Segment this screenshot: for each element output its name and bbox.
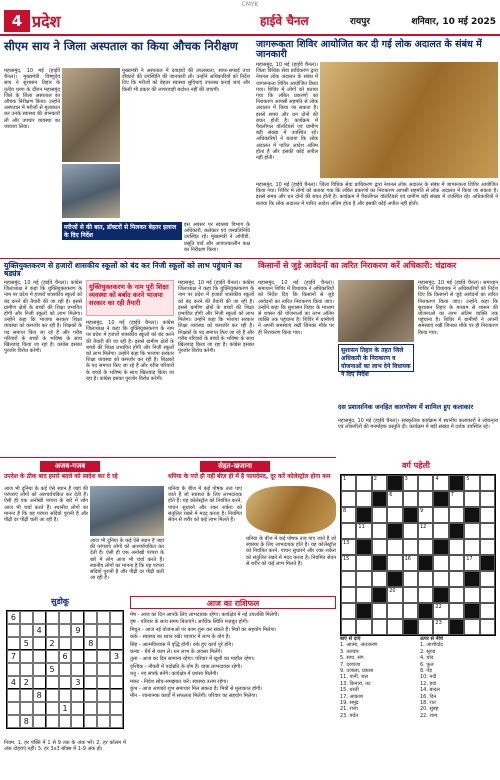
story6-body-2: आज भी दुनिया के कई ऐसे स्थान हैं जहां की परंपराएं लोगों को आश्चर्यचकित कर देती हैं। ऐसी ही एक अनोखी परंपरा के बारे में लोग आज भी चर्चा करते हैं। स्थानीय लोगों का मानना है कि यह परंपरा सदियों पुरानी है और पीढ़ी दर पीढ़ी चली आ रही है। xyxy=(90,538,164,582)
crossword-cell xyxy=(372,523,387,539)
rashifal-item: सिंह - आत्मविश्वास में वृद्धि होगी। रुके हुए कार्य पूरे होंगे। xyxy=(130,641,234,648)
sudoku-cell xyxy=(97,715,110,728)
sudoku-cell xyxy=(46,702,59,715)
sudoku-cell xyxy=(46,689,59,702)
crossword-clue: 12. हवा xyxy=(420,680,437,687)
crossword-cell xyxy=(449,539,464,555)
sudoku-cell: 1 xyxy=(59,702,72,715)
sudoku-cell xyxy=(59,676,72,689)
divider-2 xyxy=(0,457,336,458)
crossword-clue: 9. उजाला, प्रकाश xyxy=(340,668,374,675)
crossword-cell xyxy=(403,523,418,539)
crossword-clue: 13. किनारा, तट xyxy=(340,680,371,687)
sudoku-cell: 2 xyxy=(46,637,59,650)
sudoku-cell: 8 xyxy=(20,715,33,728)
rashifal-list xyxy=(130,612,336,778)
story4-photo xyxy=(338,280,414,342)
rashifal-item: वृष - परिवार के साथ समय बिताएंगे। आर्थिक स्थिति मजबूत होगी। xyxy=(130,619,249,626)
sudoku-cell: 7 xyxy=(7,650,20,663)
crossword-clue: 21. राजा xyxy=(340,706,358,713)
sudoku-cell xyxy=(97,702,110,715)
crossword-cell xyxy=(372,507,387,523)
sudoku-cell: 6 xyxy=(7,611,20,624)
crossword-cell xyxy=(449,475,464,491)
rashifal-item: कन्या - धैर्य से काम लें। धन लाभ के अवसर मिलेंगे। xyxy=(130,649,223,656)
sudoku-cell xyxy=(33,702,46,715)
story4-body: महासमुंद, 10 मई (हाईवे चैनल)। समाधान शिविर में विधायक ने अधिकारियों को निर्देश दिए कि किसानों से जुड़े आवेदनों का त्वरित निराकरण किया जाए। उन्होंने कहा कि सुशासन तिहार के माध्यम से शासन की योजनाओं का लाभ अंतिम व्यक्ति तक पहुंचाना है। शिविर में ग्रामीणों ने अपनी समस्याएं रखीं जिनका मौके पर ही निराकरण किया गया। xyxy=(258,280,334,336)
crossword-cell xyxy=(480,491,495,507)
crossword-clue: 8. पेड़ xyxy=(420,668,432,675)
sudoku-cell xyxy=(7,702,20,715)
crossword-cell xyxy=(464,619,479,635)
crossword-cell xyxy=(480,619,495,635)
story7-body-2: धनिया के बीज में कई पोषक तत्व पाए जाते हैं जो स्वास्थ्य के लिए लाभदायक होते हैं। यह कोलेस्ट्रॉल को नियंत्रित करने, पाचन सुधारने और रक्त शर्करा को संतुलित रखने में मदद करता है। नियमित सेवन से शरीर को कई लाभ मिलते हैं। xyxy=(246,536,336,567)
crossword-clues-right xyxy=(420,636,498,778)
crossword-cell: 6 xyxy=(387,491,402,507)
sudoku-cell: 8 xyxy=(33,689,46,702)
crossword-cell xyxy=(387,571,402,587)
clues-right-title: ऊपर से नीचे xyxy=(420,636,443,642)
crossword-cell: 11 xyxy=(356,523,371,539)
crossword-cell xyxy=(403,571,418,587)
crossword-clue: 14. बादल xyxy=(420,687,440,694)
sudoku-cell xyxy=(71,611,84,624)
sudoku-cell xyxy=(110,611,123,624)
rashifal-item: कुंभ - आज आपको शुभ समाचार मिल सकता है। मित्रों से मुलाकात होगी। xyxy=(130,686,263,693)
clues-left-list xyxy=(340,642,418,719)
crossword-cell xyxy=(418,491,433,507)
crossword-clue: 2. सूरज xyxy=(420,648,436,655)
crossword-cell: 8 xyxy=(341,507,356,523)
crossword-cell: 9 xyxy=(418,507,433,523)
sudoku-cell xyxy=(84,611,97,624)
sudoku-cell xyxy=(33,676,46,689)
page-number: 4 xyxy=(4,10,30,32)
crossword-clue: 16. दिन xyxy=(420,693,437,700)
story5-headline: दस प्रशासनिक जनहित कारणोश्‍य में शामिल हुए कलाकार xyxy=(338,403,474,411)
crossword-cell xyxy=(449,507,464,523)
sudoku-cell xyxy=(46,624,59,637)
sudoku-cell: 3 xyxy=(71,676,84,689)
crossword-cell xyxy=(372,603,387,619)
crossword-cell xyxy=(449,571,464,587)
sudoku-cell xyxy=(71,663,84,676)
crossword-cell xyxy=(480,539,495,555)
sudoku-board xyxy=(6,610,124,730)
crossword-cell xyxy=(449,619,464,635)
story5-body: महासमुंद, 10 मई (हाईवे चैनल)। सांस्कृतिक कार्यक्रम में स्थानीय कलाकारों ने लोकनृत्य एवं लोकगीतों की मनमोहक प्रस्तुति दी। कार्यक्रम में बड़ी संख्या में दर्शक उपस्थित रहे। xyxy=(338,418,498,431)
story1-caption: मरीजों से की बात, डॉक्टरों से मिलकर बेहतर इलाज के दिए निर्देश xyxy=(62,222,182,240)
sudoku-cell xyxy=(7,624,20,637)
crossword-cell: 3 xyxy=(403,475,418,491)
crossword-clue: 10. नदी xyxy=(420,674,437,681)
crossword-cell: 17 xyxy=(464,555,479,571)
story3-body-3: महासमुंद, 10 मई (हाईवे चैनल)। कांग्रेस जिलाध्यक्ष ने कहा कि युक्तियुक्तकरण के नाम पर प्रदेश में हजारों शासकीय स्कूलों को बंद करने की तैयारी की जा रही है। इससे ग्रामीण क्षेत्रों के बच्चों की शिक्षा प्रभावित होगी और निजी स्कूलों को लाभ मिलेगा। उन्होंने कहा कि भाजपा सरकार शिक्षा व्यवस्था को कमजोर कर रही है। शिक्षकों के पद समाप्त किए जा रहे हैं और गरीब परिवारों के बच्चों के भविष्य के साथ खिलवाड़ किया जा रहा है। कांग्रेस इसका पुरजोर विरोध करेगी। xyxy=(178,280,254,355)
crossword-cell xyxy=(387,539,402,555)
crossword-cell xyxy=(418,555,433,571)
crossword-cell xyxy=(418,587,433,603)
story2-headline: जागरूकता शिविर आयोजित कर दी गई लोक अदालत के संबंध में जानकारी xyxy=(256,39,482,61)
sudoku-cell xyxy=(59,624,72,637)
crossword-cell: 5 xyxy=(464,475,479,491)
crossword-cell xyxy=(433,555,448,571)
sudoku-grid xyxy=(6,610,124,729)
crossword-cell xyxy=(480,603,495,619)
sudoku-cell: 9 xyxy=(71,624,84,637)
crossword-cell xyxy=(341,619,356,635)
crossword-clue: 19. समुद्र xyxy=(340,700,359,707)
story6-label: अजब-गजब xyxy=(40,461,100,472)
crossword-clue: 15. धरती xyxy=(340,687,359,694)
crossword-clue: 5. साथ, संग xyxy=(340,655,364,662)
crossword-cell: 16 xyxy=(403,555,418,571)
crossword-cell xyxy=(449,555,464,571)
crossword-cell xyxy=(403,491,418,507)
crossword-clue: 3. तलवार xyxy=(340,648,359,655)
sudoku-cell xyxy=(46,611,59,624)
crossword-clue: 4. चांद xyxy=(420,655,434,662)
crossword-cell: 23 xyxy=(433,619,448,635)
story2-photo xyxy=(320,62,498,178)
sudoku-cell xyxy=(33,637,46,650)
crossword-clue: 1. आत्मा, अंतःकरण xyxy=(340,642,378,649)
story6-body: आज भी दुनिया के कई ऐसे स्थान हैं जहां की परंपराएं लोगों को आश्चर्यचकित कर देती हैं। ऐसी ही एक अनोखी परंपरा के बारे में लोग आज भी चर्चा करते हैं। स्थानीय लोगों का मानना है कि यह परंपरा सदियों पुरानी है और पीढ़ी दर पीढ़ी चली आ रही है। xyxy=(4,486,88,524)
story7-body: धनिया के बीज में कई पोषक तत्व पाए जाते हैं जो स्वास्थ्य के लिए लाभदायक होते हैं। यह कोलेस्ट्रॉल को नियंत्रित करने, पाचन सुधारने और रक्त शर्करा को संतुलित रखने में मदद करता है। नियमित सेवन से शरीर को कई लाभ मिलते हैं। xyxy=(168,486,242,524)
crossword-cell xyxy=(356,555,371,571)
issue-date: शनिवार, 10 मई 2025 xyxy=(411,17,496,27)
story1-body-b: मुख्यमंत्री ने अस्पताल में दवाइयों की उपलब्धता, साफ-सफाई तथा डॉक्टरों की उपस्थिति की जानकारी ली। उन्होंने अधिकारियों को निर्देश दिए कि मरीजों को बेहतर स्वास्थ्य सुविधाएं उपलब्ध कराई जाएं और किसी भी प्रकार की लापरवाही बर्दाश्त नहीं की जाएगी। xyxy=(122,68,250,93)
crossword-cell xyxy=(480,507,495,523)
sudoku-note: नियम: 1. हर पंक्ति में 1 से 9 तक के अंक भरें। 2. हर कॉलम में अंक दोहराएं नहीं। 3. हर 3x3 बॉक्स में 1-9 अंक हों। xyxy=(4,740,126,753)
sudoku-cell xyxy=(59,663,72,676)
sudoku-cell xyxy=(97,650,110,663)
crossword-cell xyxy=(341,603,356,619)
sudoku-cell xyxy=(110,715,123,728)
crossword-cell: 22 xyxy=(433,603,448,619)
sudoku-cell: 4 xyxy=(7,676,20,689)
crossword-grid xyxy=(340,474,496,634)
story4-body-2: महासमुंद, 10 मई (हाईवे चैनल)। समाधान शिविर में विधायक ने अधिकारियों को निर्देश दिए कि किसानों से जुड़े आवेदनों का त्वरित निराकरण किया जाए। उन्होंने कहा कि सुशासन तिहार के माध्यम से शासन की योजनाओं का लाभ अंतिम व्यक्ति तक पहुंचाना है। शिविर में ग्रामीणों ने अपनी समस्याएं रखीं जिनका मौके पर ही निराकरण किया गया। xyxy=(418,280,498,336)
story2-body-cont: महासमुंद, 10 मई (हाईवे चैनल)। जिला विधिक सेवा प्राधिकरण द्वारा नेशनल लोक अदालत के संबंध में जागरूकता शिविर आयोजित किया गया। शिविर में लोगों को बताया गया कि लंबित प्रकरणों का निराकरण आपसी सहमति से लोक अदालत में किया जा सकता है। इससे समय और धन दोनों की बचत होती है। कार्यक्रम में पैरालीगल वॉलंटियर्स एवं ग्रामीण बड़ी संख्या में उपस्थित रहे। अधिकारियों ने बताया कि लोक अदालत में पारित आदेश अंतिम होता है और इसकी कोई अपील नहीं होती। xyxy=(256,182,498,207)
crossword-cell xyxy=(387,475,402,491)
crossword-cell xyxy=(449,523,464,539)
crossword-cell xyxy=(418,475,433,491)
sudoku-cell xyxy=(20,650,33,663)
crossword-cell xyxy=(449,587,464,603)
sudoku-cell xyxy=(7,689,20,702)
sudoku-cell xyxy=(33,650,46,663)
crossword-cell xyxy=(356,571,371,587)
crossword-cell xyxy=(372,587,387,603)
crossword-cell xyxy=(372,555,387,571)
crossword-cell: 15 xyxy=(341,555,356,571)
rashifal-item: कर्क - स्वास्थ्य का ध्यान रखें। व्यापार में लाभ के योग हैं। xyxy=(130,634,231,641)
sudoku-cell xyxy=(84,663,97,676)
sudoku-cell: 8 xyxy=(84,637,97,650)
crossword-cell xyxy=(464,587,479,603)
crossword-cell xyxy=(341,491,356,507)
crossword-title: वर्ग पहेली xyxy=(376,460,456,472)
crossword-cell xyxy=(356,619,371,635)
crossword-cell xyxy=(480,571,495,587)
crossword-cell: 20 xyxy=(387,587,402,603)
crossword-cell xyxy=(403,539,418,555)
crossword-cell xyxy=(372,619,387,635)
rashifal-item: धनु - नए संपर्क बनेंगे। कार्यक्षेत्र में प्रशंसा मिलेगी। xyxy=(130,671,219,678)
sudoku-cell xyxy=(71,637,84,650)
crossword-cell xyxy=(403,619,418,635)
sudoku-cell xyxy=(33,715,46,728)
story3-body-2: महासमुंद, 10 मई (हाईवे चैनल)। कांग्रेस जिलाध्यक्ष ने कहा कि युक्तियुक्तकरण के नाम पर प्रदेश में हजारों शासकीय स्कूलों को बंद करने की तैयारी की जा रही है। इससे ग्रामीण क्षेत्रों के बच्चों की शिक्षा प्रभावित होगी और निजी स्कूलों को लाभ मिलेगा। उन्होंने कहा कि भाजपा सरकार शिक्षा व्यवस्था को कमजोर कर रही है। शिक्षकों के पद समाप्त किए जा रहे हैं और गरीब परिवारों के बच्चों के भविष्य के साथ खिलवाड़ किया जा रहा है। कांग्रेस इसका पुरजोर विरोध करेगी। xyxy=(86,320,174,382)
sudoku-cell xyxy=(20,611,33,624)
crossword-cell xyxy=(433,523,448,539)
sudoku-cell xyxy=(84,650,97,663)
clues-left-title: बाएं से दाएं xyxy=(340,636,361,642)
story7-photo xyxy=(246,486,336,534)
section-title: प्रदेश xyxy=(32,12,61,31)
sudoku-cell xyxy=(59,715,72,728)
top-logo: CMYK xyxy=(241,1,259,8)
crossword-cell: 13 xyxy=(341,539,356,555)
story4-caption: सुशासन तिहार के तहत जिले अधिकारी के निराकरण व योजनाओं का लाभ देने विधायक ने दिए निर्देश xyxy=(338,344,414,372)
crossword-clue: 1. आशीर्वाद xyxy=(420,642,443,649)
crossword-cell xyxy=(387,603,402,619)
crossword-cell: 4 xyxy=(433,475,448,491)
sudoku-cell xyxy=(110,702,123,715)
crossword-cell: 12 xyxy=(418,523,433,539)
crossword-cell xyxy=(480,523,495,539)
crossword-cell xyxy=(418,539,433,555)
crossword-cells xyxy=(340,474,496,636)
crossword-cell xyxy=(356,491,371,507)
story3-headline: युक्तियुक्तकरण से हजारों शासकीय स्कूलों को बंद कर निजी स्कूलों को लाभ पहुंचाने का षड्यंत्र xyxy=(4,261,242,279)
crossword-cell xyxy=(403,603,418,619)
story1-photo-2 xyxy=(62,164,120,218)
crossword-clue: 17. आकाश xyxy=(340,693,364,700)
crossword-cell xyxy=(341,587,356,603)
sudoku-cell xyxy=(71,650,84,663)
crossword-cell xyxy=(341,523,356,539)
crossword-cell: 1 xyxy=(341,475,356,491)
sudoku-cell xyxy=(97,689,110,702)
sudoku-cell xyxy=(59,689,72,702)
sudoku-cell xyxy=(84,624,97,637)
crossword-cell xyxy=(372,571,387,587)
sudoku-cell xyxy=(97,663,110,676)
crossword-clue: 7. दरवाजा xyxy=(340,661,361,668)
crossword-clues-left xyxy=(340,636,418,778)
sudoku-cell xyxy=(110,637,123,650)
sudoku-cell xyxy=(46,676,59,689)
rashifal-item: मीन - रचनात्मक कार्यों में सफलता मिलेगी। परिवार का सहयोग मिलेगा। xyxy=(130,693,258,700)
rashifal-item: मकर - निवेश सोच-समझकर करें। स्वास्थ्य उत्तम रहेगा। xyxy=(130,678,229,685)
crossword-cell xyxy=(372,491,387,507)
sudoku-cell xyxy=(110,624,123,637)
story3-quote-box xyxy=(86,280,174,316)
crossword-cell: 2 xyxy=(372,475,387,491)
sudoku-cell: 4 xyxy=(33,624,46,637)
sudoku-cell xyxy=(97,676,110,689)
crossword-cell xyxy=(418,571,433,587)
crossword-cell xyxy=(464,507,479,523)
story7-label: सेहत-खजाना xyxy=(200,461,270,472)
sudoku-cell xyxy=(84,702,97,715)
crossword-cell xyxy=(403,587,418,603)
crossword-cell xyxy=(387,507,402,523)
rashifal-item: मेष - आज का दिन आपके लिए लाभदायक रहेगा। कार्यक्षेत्र में नई उपलब्धि मिलेगी। xyxy=(130,612,280,618)
crossword-cell xyxy=(433,539,448,555)
sudoku-cell xyxy=(46,650,59,663)
sudoku-cell xyxy=(71,689,84,702)
crossword-cell xyxy=(464,571,479,587)
sudoku-cell xyxy=(20,624,33,637)
crossword-clue: 22. शाम xyxy=(420,712,438,719)
crossword-cell xyxy=(433,571,448,587)
story4-headline: किसानों से जुड़े आवेदनों का त्वरित निराकरण करें अधिकारी: चंद्राकर xyxy=(258,261,457,270)
sudoku-cell xyxy=(20,663,33,676)
crossword-cell xyxy=(464,539,479,555)
sudoku-cell xyxy=(7,637,20,650)
sudoku-cell xyxy=(59,611,72,624)
crossword-cell xyxy=(356,475,371,491)
divider xyxy=(0,258,500,259)
story6-photo xyxy=(90,486,164,536)
sudoku-cell xyxy=(84,715,97,728)
crossword-cell xyxy=(464,603,479,619)
crossword-cell xyxy=(418,619,433,635)
sudoku-cell xyxy=(97,611,110,624)
sudoku-cell xyxy=(97,624,110,637)
rashifal-title: आज का राशिफल xyxy=(130,596,336,609)
sudoku-cell xyxy=(7,715,20,728)
sudoku-cell xyxy=(33,611,46,624)
sudoku-cell xyxy=(84,689,97,702)
crossword-cell: 7 xyxy=(449,491,464,507)
sudoku-cell xyxy=(46,715,59,728)
story3-quote: युक्तियुक्तकरण के नाम पूरी शिक्षा व्यवस्था को बर्बाद करने भाजपा सरकार का रही तैयारी xyxy=(89,283,169,307)
rashifal-item: तुला - आज का दिन सामान्य रहेगा। परिवार में खुशी का माहौल रहेगा। xyxy=(130,656,255,663)
sudoku-cell: 2 xyxy=(20,676,33,689)
crossword-clue: 6. फूल xyxy=(420,661,434,668)
crossword-cell xyxy=(372,539,387,555)
crossword-cell xyxy=(464,491,479,507)
crossword-cell xyxy=(433,587,448,603)
city: रायपुर xyxy=(350,17,371,27)
sudoku-cell xyxy=(71,715,84,728)
crossword-cell xyxy=(418,603,433,619)
sudoku-cell xyxy=(110,689,123,702)
sudoku-cell xyxy=(33,663,46,676)
crossword-clue: 23. पर्वत xyxy=(340,712,359,719)
sudoku-cell: 5 xyxy=(20,637,33,650)
crossword-cell xyxy=(433,491,448,507)
story7-headline: धनिया के पत्ते ही नहीं बीज़ ही में है फायदेमंद, दूर करें कोलेस्ट्रॉल होगा कम xyxy=(168,473,331,480)
story1-photo xyxy=(62,68,120,162)
sudoku-cell: 3 xyxy=(110,650,123,663)
story1-headline: सीएम साय ने जिला अस्पताल का किया औचक निरीक्षण xyxy=(4,39,239,53)
crossword-cell xyxy=(480,587,495,603)
clues-right-list xyxy=(420,642,498,719)
crossword-cell xyxy=(433,507,448,523)
crossword-cell xyxy=(387,619,402,635)
story2-body: महासमुंद, 10 मई (हाईवे चैनल)। जिला विधिक सेवा प्राधिकरण द्वारा नेशनल लोक अदालत के संबंध में जागरूकता शिविर आयोजित किया गया। शिविर में लोगों को बताया गया कि लंबित प्रकरणों का निराकरण आपसी सहमति से लोक अदालत में किया जा सकता है। इससे समय और धन दोनों की बचत होती है। कार्यक्रम में पैरालीगल वॉलंटियर्स एवं ग्रामीण बड़ी संख्या में उपस्थित रहे। अधिकारियों ने बताया कि लोक अदालत में पारित आदेश अंतिम होता है और इसकी कोई अपील नहीं होती। xyxy=(256,62,318,162)
sudoku-cell xyxy=(84,676,97,689)
crossword-cell xyxy=(464,523,479,539)
story1-body-c: इस अवसर पर स्वास्थ्य विभाग के अधिकारी, कलेक्टर एवं जनप्रतिनिधि उपस्थित रहे। मुख्यमंत्री ने ओपीडी, प्रसूति वार्ड और आपातकालीन कक्ष का निरीक्षण किया। xyxy=(184,222,250,253)
sudoku-cell xyxy=(7,663,20,676)
crossword-clue: 11. पानी, जल xyxy=(340,674,369,681)
crossword-cell xyxy=(480,475,495,491)
rashifal-item: वृश्चिक - नौकरी में पदोन्नति के योग हैं। यात्रा लाभदायक रहेगी। xyxy=(130,663,243,670)
crossword-cell xyxy=(387,555,402,571)
crossword-cell xyxy=(356,603,371,619)
crossword-clue: 20. सुबह xyxy=(420,706,439,713)
crossword-cell xyxy=(356,587,371,603)
rashifal-item: मिथुन - आज नई योजनाओं पर काम शुरू कर सकते हैं। मित्रों का सहयोग मिलेगा। xyxy=(130,626,277,633)
masthead: हाईवे चैनल xyxy=(260,14,309,28)
sudoku-cell xyxy=(97,637,110,650)
crossword-clue: 18. रात xyxy=(420,700,436,707)
sudoku-cell xyxy=(110,676,123,689)
sudoku-cell: 5 xyxy=(46,663,59,676)
sudoku-cell xyxy=(20,689,33,702)
story3-body: महासमुंद, 10 मई (हाईवे चैनल)। कांग्रेस जिलाध्यक्ष ने कहा कि युक्तियुक्तकरण के नाम पर प्रदेश में हजारों शासकीय स्कूलों को बंद करने की तैयारी की जा रही है। इससे ग्रामीण क्षेत्रों के बच्चों की शिक्षा प्रभावित होगी और निजी स्कूलों को लाभ मिलेगा। उन्होंने कहा कि भाजपा सरकार शिक्षा व्यवस्था को कमजोर कर रही है। शिक्षकों के पद समाप्त किए जा रहे हैं और गरीब परिवारों के बच्चों के भविष्य के साथ खिलवाड़ किया जा रहा है। कांग्रेस इसका पुरजोर विरोध करेगी। xyxy=(4,280,82,355)
story6-headline: उपदेश के ठीक बाद हमारे बदले को स्वदेश कर दे रहे xyxy=(4,473,118,480)
sudoku-cell xyxy=(71,702,84,715)
sudoku-title: सुडोकू xyxy=(30,596,90,608)
sudoku-cell: 6 xyxy=(59,650,72,663)
crossword-cell xyxy=(356,539,371,555)
crossword-cell xyxy=(356,507,371,523)
crossword-cell xyxy=(387,523,402,539)
sudoku-cell xyxy=(110,663,123,676)
story1-body-a: महासमुंद, 10 मई (हाईवे चैनल)। मुख्यमंत्री विष्णुदेव साय ने सुशासन तिहार के तृतीय चरण के दौरान महासमुंद जिले के जिला अस्पताल का औचक निरीक्षण किया। उन्होंने अस्पताल में मरीजों से मुलाकात कर उनके स्वास्थ्य की जानकारी ली और उपचार व्यवस्था का जायजा लिया। xyxy=(4,68,60,130)
crossword-cell xyxy=(403,507,418,523)
crossword-cell xyxy=(449,603,464,619)
crossword-cell xyxy=(341,571,356,587)
sudoku-cell xyxy=(59,637,72,650)
crossword-cell xyxy=(480,555,495,571)
sudoku-cell xyxy=(20,702,33,715)
